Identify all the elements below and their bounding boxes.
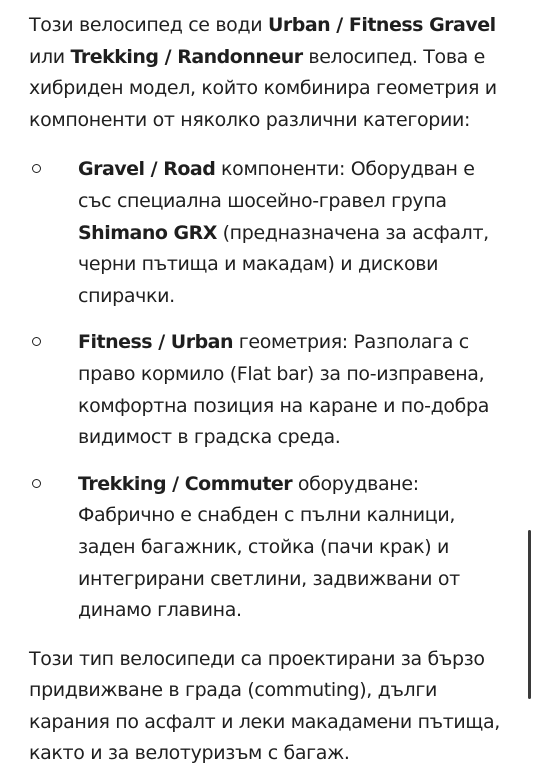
intro-text: велосипед. Това е хибриден модел, който комбинира геометрия и компоненти от няколко различни категории:	[29, 45, 497, 131]
list-item	[29, 327, 509, 453]
bullet-icon	[32, 337, 41, 346]
intro-text: Този велосипед се води	[29, 14, 268, 36]
category-list	[29, 154, 509, 626]
message-content	[29, 10, 509, 770]
item-text: оборудване: Фабрично е снабден с пълни калници, заден багажник, стойка (пачи крак) и интегрирани светлини, задвижвани от динамо главина.	[78, 472, 460, 622]
item-text: геометрия: Разполага с право кормило (Flat bar) за по-изправена, комфортна позиция на каране и по-добра видимост в градска среда.	[78, 331, 490, 449]
scrollbar-thumb[interactable]	[528, 530, 531, 699]
intro-paragraph	[29, 10, 509, 136]
item-bold: Shimano GRX	[78, 221, 217, 244]
item-bold: Trekking / Commuter	[78, 472, 293, 495]
item-bold: Gravel / Road	[78, 158, 216, 181]
intro-bold-trekking: Trekking / Randonneur	[70, 45, 303, 68]
item-text: компоненти: Оборудван е със специална шосейно-гравел група	[78, 158, 475, 212]
bullet-icon	[32, 479, 41, 488]
intro-text: или	[29, 45, 71, 68]
list-item	[29, 469, 509, 627]
item-text: (предназначена за асфалт, черни пътища и макадам) и дискови спирачки.	[78, 221, 489, 307]
list-item	[29, 154, 509, 312]
item-bold: Fitness / Urban	[78, 331, 234, 354]
outro-paragraph: Този тип велосипеди са проектирани за бързо придвижване в града (commuting), дълги карания по асфалт и леки макадамени пътища, както и за велотуризъм с багаж.	[29, 647, 500, 765]
intro-bold-urban: Urban / Fitness Gravel	[267, 14, 496, 36]
bullet-icon	[32, 164, 41, 173]
